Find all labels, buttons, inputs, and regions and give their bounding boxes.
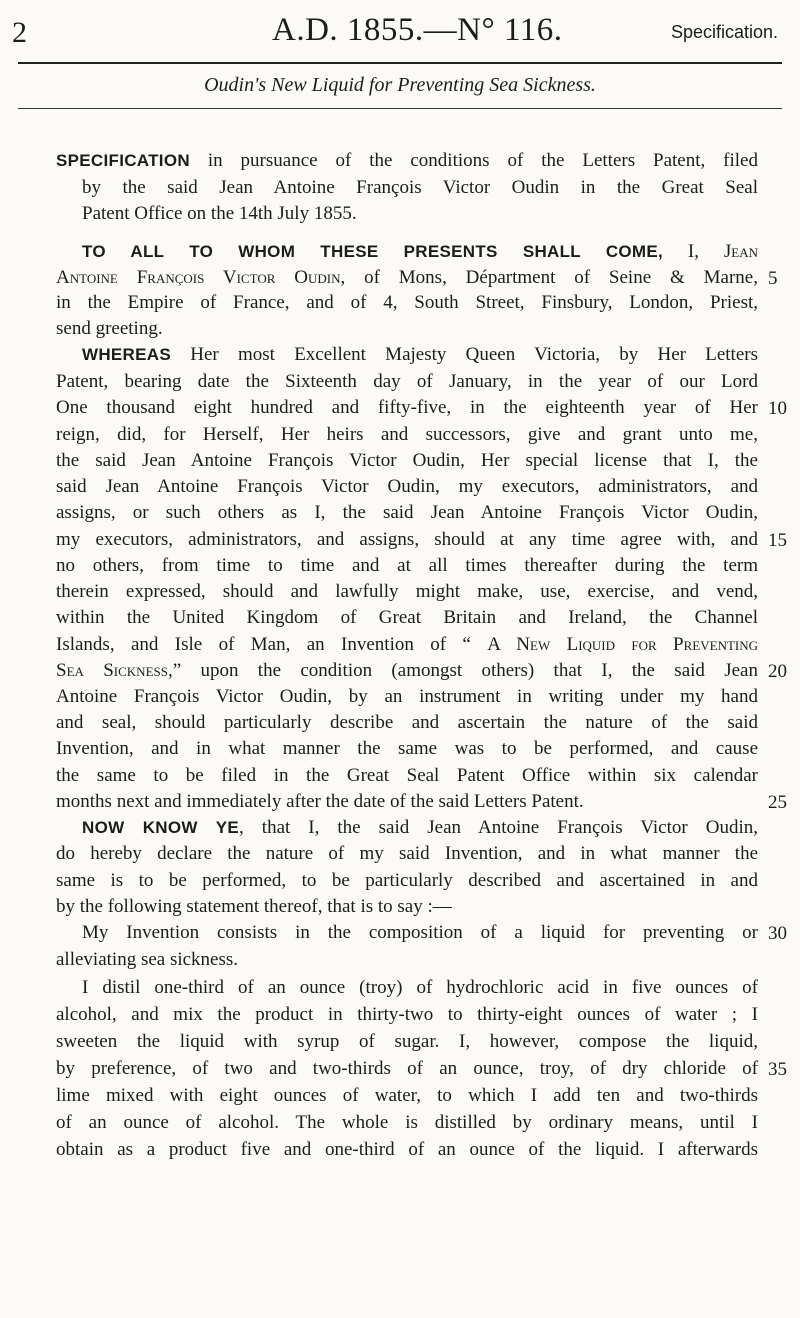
margin-line-number: 35 [768, 1059, 787, 1080]
text-line: said Jean Antoine François Victor Oudin, my executors, administrators, and [56, 476, 758, 497]
text-line: in the Empire of France, and of 4, South Street, Finsbury, London, Priest, [56, 292, 758, 313]
text-line: Patent Office on the 14th July 1855. [82, 203, 357, 224]
text-line: of an ounce of alcohol. The whole is distilled by ordinary means, until I [56, 1112, 758, 1133]
margin-line-number: 5 [768, 268, 778, 289]
text-line: SPECIFICATION in pursuance of the conditions of the Letters Patent, filed [56, 150, 758, 171]
text-line: My Invention consists in the composition of a liquid for preventing or [82, 922, 758, 943]
text-line: by preference, of two and two-thirds of an ounce, troy, of dry chloride of [56, 1058, 758, 1079]
margin-line-number: 30 [768, 923, 787, 944]
page-header-title: A.D. 1855.—N° 116. [272, 12, 563, 48]
margin-line-number: 10 [768, 398, 787, 419]
text-line: NOW KNOW YE, that I, the said Jean Antoine François Victor Oudin, [82, 817, 758, 838]
text-line: Antoine François Victor Oudin, of Mons, Départment of Seine & Marne, [56, 267, 758, 288]
text-line: Sea Sickness,” upon the condition (amongst others) that I, the said Jean [56, 660, 758, 681]
margin-line-number: 25 [768, 792, 787, 813]
text-line: same is to be performed, to be particularly described and ascertained in and [56, 870, 758, 891]
text-line: alcohol, and mix the product in thirty-two to thirty-eight ounces of water ; I [56, 1004, 758, 1025]
text-line: I distil one-third of an ounce (troy) of hydrochloric acid in five ounces of [82, 977, 758, 998]
text-line: no others, from time to time and at all times thereafter during the term [56, 555, 758, 576]
page-number: 2 [12, 16, 27, 49]
text-line: send greeting. [56, 318, 163, 339]
text-line: months next and immediately after the date of the said Letters Patent. [56, 791, 584, 812]
page-header-label: Specification. [670, 22, 778, 42]
text-line: assigns, or such others as I, the said Jean Antoine François Victor Oudin, [56, 502, 758, 523]
text-line: Invention, and in what manner the same was to be performed, and cause [56, 738, 758, 759]
text-line: the said Jean Antoine François Victor Oudin, Her special license that I, the [56, 450, 758, 471]
text-line: TO ALL TO WHOM THESE PRESENTS SHALL COME, I, Jean [82, 241, 758, 262]
text-line: WHEREAS Her most Excellent Majesty Queen Victoria, by Her Letters [82, 344, 758, 365]
text-line: and seal, should particularly describe and ascertain the nature of the said [56, 712, 758, 733]
text-line: the same to be filed in the Great Seal Patent Office within six calendar [56, 765, 758, 786]
text-line: my executors, administrators, and assigns, should at any time agree with, and [56, 529, 758, 550]
text-line: Islands, and Isle of Man, an Invention of “ A New Liquid for Preventing [56, 634, 758, 655]
text-line: by the said Jean Antoine François Victor Oudin in the Great Seal [82, 177, 758, 198]
text-line: within the United Kingdom of Great Britain and Ireland, the Channel [56, 607, 758, 628]
text-line: obtain as a product five and one-third of an ounce of the liquid. I afterwards [56, 1139, 758, 1160]
text-line: Antoine François Victor Oudin, by an instrument in writing under my hand [56, 686, 758, 707]
text-line: alleviating sea sickness. [56, 949, 239, 970]
text-line: by the following statement thereof, that is to say :— [56, 896, 452, 917]
text-line: reign, did, for Herself, Her heirs and successors, give and grant unto me, [56, 424, 758, 445]
text-line: Patent, bearing date the Sixteenth day of January, in the year of our Lord [56, 371, 758, 392]
text-line: sweeten the liquid with syrup of sugar. I, however, compose the liquid, [56, 1031, 758, 1052]
text-line: One thousand eight hundred and fifty-five, in the eighteenth year of Her [56, 397, 758, 418]
margin-line-number: 20 [768, 661, 787, 682]
text-line: do hereby declare the nature of my said Invention, and in what manner the [56, 843, 758, 864]
document-subtitle: Oudin's New Liquid for Preventing Sea Sickness. [204, 74, 596, 96]
text-line: therein expressed, should and lawfully might make, use, exercise, and vend, [56, 581, 758, 602]
text-line: lime mixed with eight ounces of water, to which I add ten and two-thirds [56, 1085, 758, 1106]
margin-line-number: 15 [768, 530, 787, 551]
